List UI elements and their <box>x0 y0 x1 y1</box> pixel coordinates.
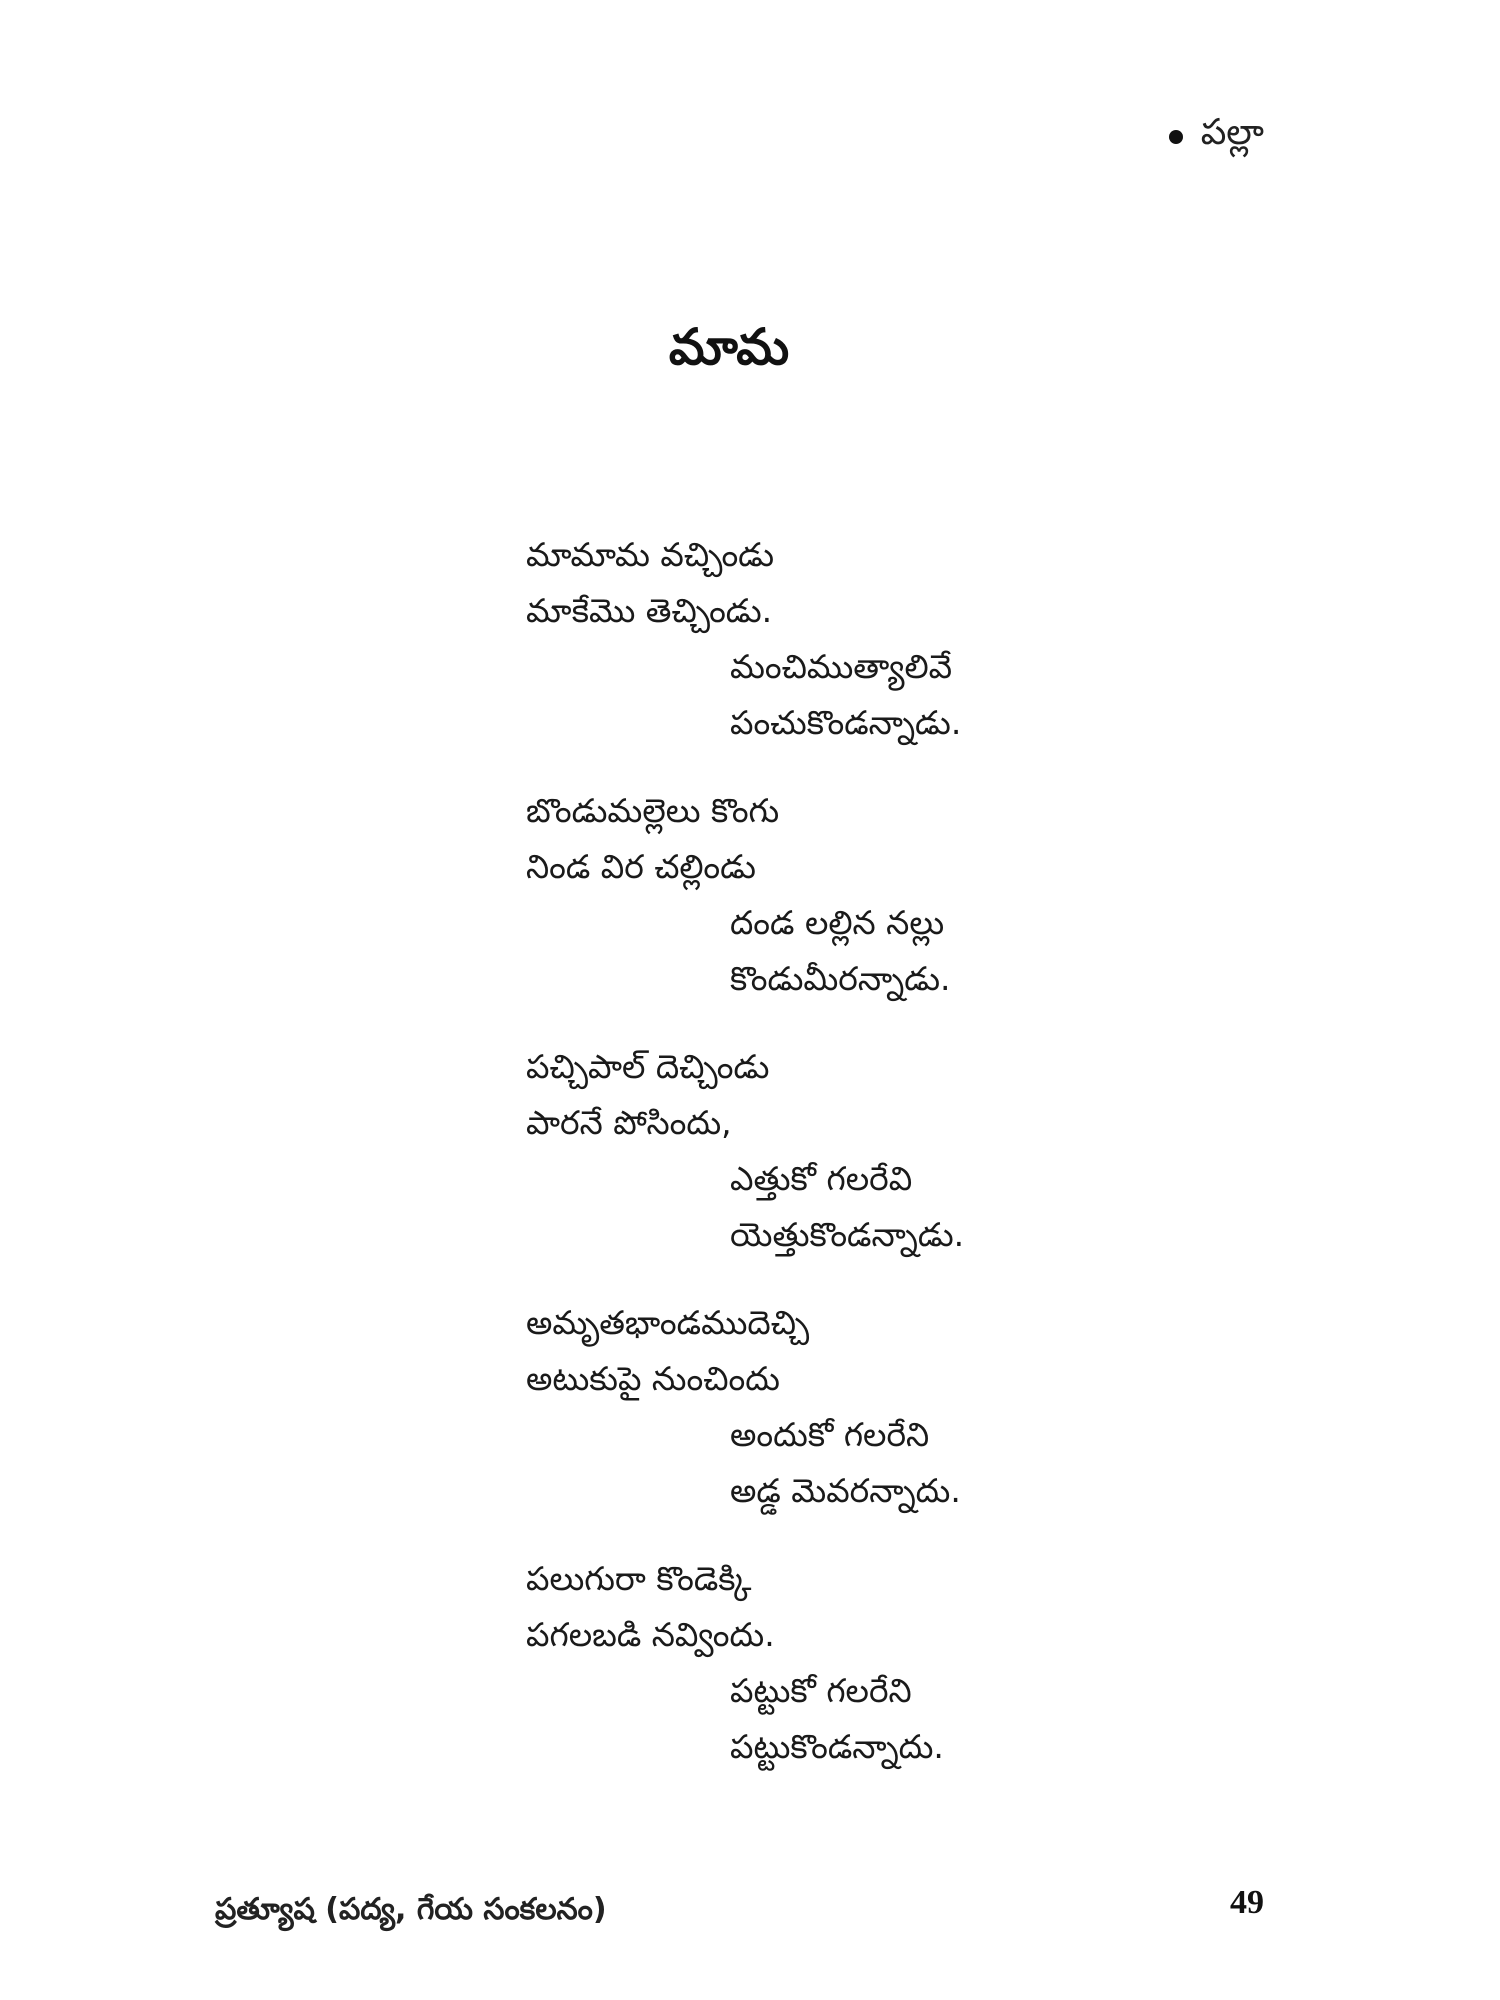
poem-stanza <box>526 783 1226 1007</box>
poem-line: దండ లల్లిన నల్లు <box>730 903 945 942</box>
poem-stanza <box>526 527 1226 751</box>
poem-title: మామ <box>668 318 790 376</box>
poem-line: యెత్తుకొండన్నాడు. <box>730 1215 965 1254</box>
poem-stanza <box>526 1039 1226 1263</box>
poem-line: అమృతభాండముదెచ్చి <box>526 1303 810 1342</box>
poem-body <box>526 527 1226 1807</box>
poem-line: పారనే పోసిందు, <box>526 1103 732 1142</box>
bullet-icon <box>1169 130 1183 144</box>
poem-line: పట్టుకొండన్నాదు. <box>730 1727 944 1766</box>
poem-line: కొండుమీరన్నాడు. <box>730 959 951 998</box>
author-name: పల్లా <box>1200 112 1264 153</box>
poem-line: పచ్చిపాల్ దెచ్చిండు <box>526 1047 770 1086</box>
poem-line: అడ్డ మెవరన్నాదు. <box>730 1471 961 1510</box>
poem-line: పలుగురా కొండెక్కి <box>526 1559 752 1598</box>
poem-line: బొండుమల్లెలు కొంగు <box>526 791 780 830</box>
author-header <box>1169 112 1264 162</box>
poem-line: పంచుకొండన్నాడు. <box>730 703 962 742</box>
poem-line: మామామ వచ్చిండు <box>526 535 775 574</box>
poem-stanza <box>526 1295 1226 1519</box>
poem-line: ఎత్తుకో గలరేవి <box>730 1159 913 1198</box>
poem-line: పగలబడి నవ్విందు. <box>526 1615 775 1654</box>
poem-line: మంచిముత్యాలివే <box>730 647 953 686</box>
poem-line: అటుకుపై నుంచిందు <box>526 1359 780 1398</box>
poem-line: నిండ విర చల్లిండు <box>526 847 756 886</box>
page-number: 49 <box>1230 1884 1264 1921</box>
poem-line: మాకేమొ తెచ్చిండు. <box>526 591 773 630</box>
poem-line: పట్టుకో గలరేని <box>730 1671 912 1710</box>
poem-line: అందుకో గలరేని <box>730 1415 930 1454</box>
poem-stanza <box>526 1551 1226 1775</box>
footer-book-title: ప్రత్యూష (పద్య, గేయ సంకలనం) <box>215 1892 607 1927</box>
